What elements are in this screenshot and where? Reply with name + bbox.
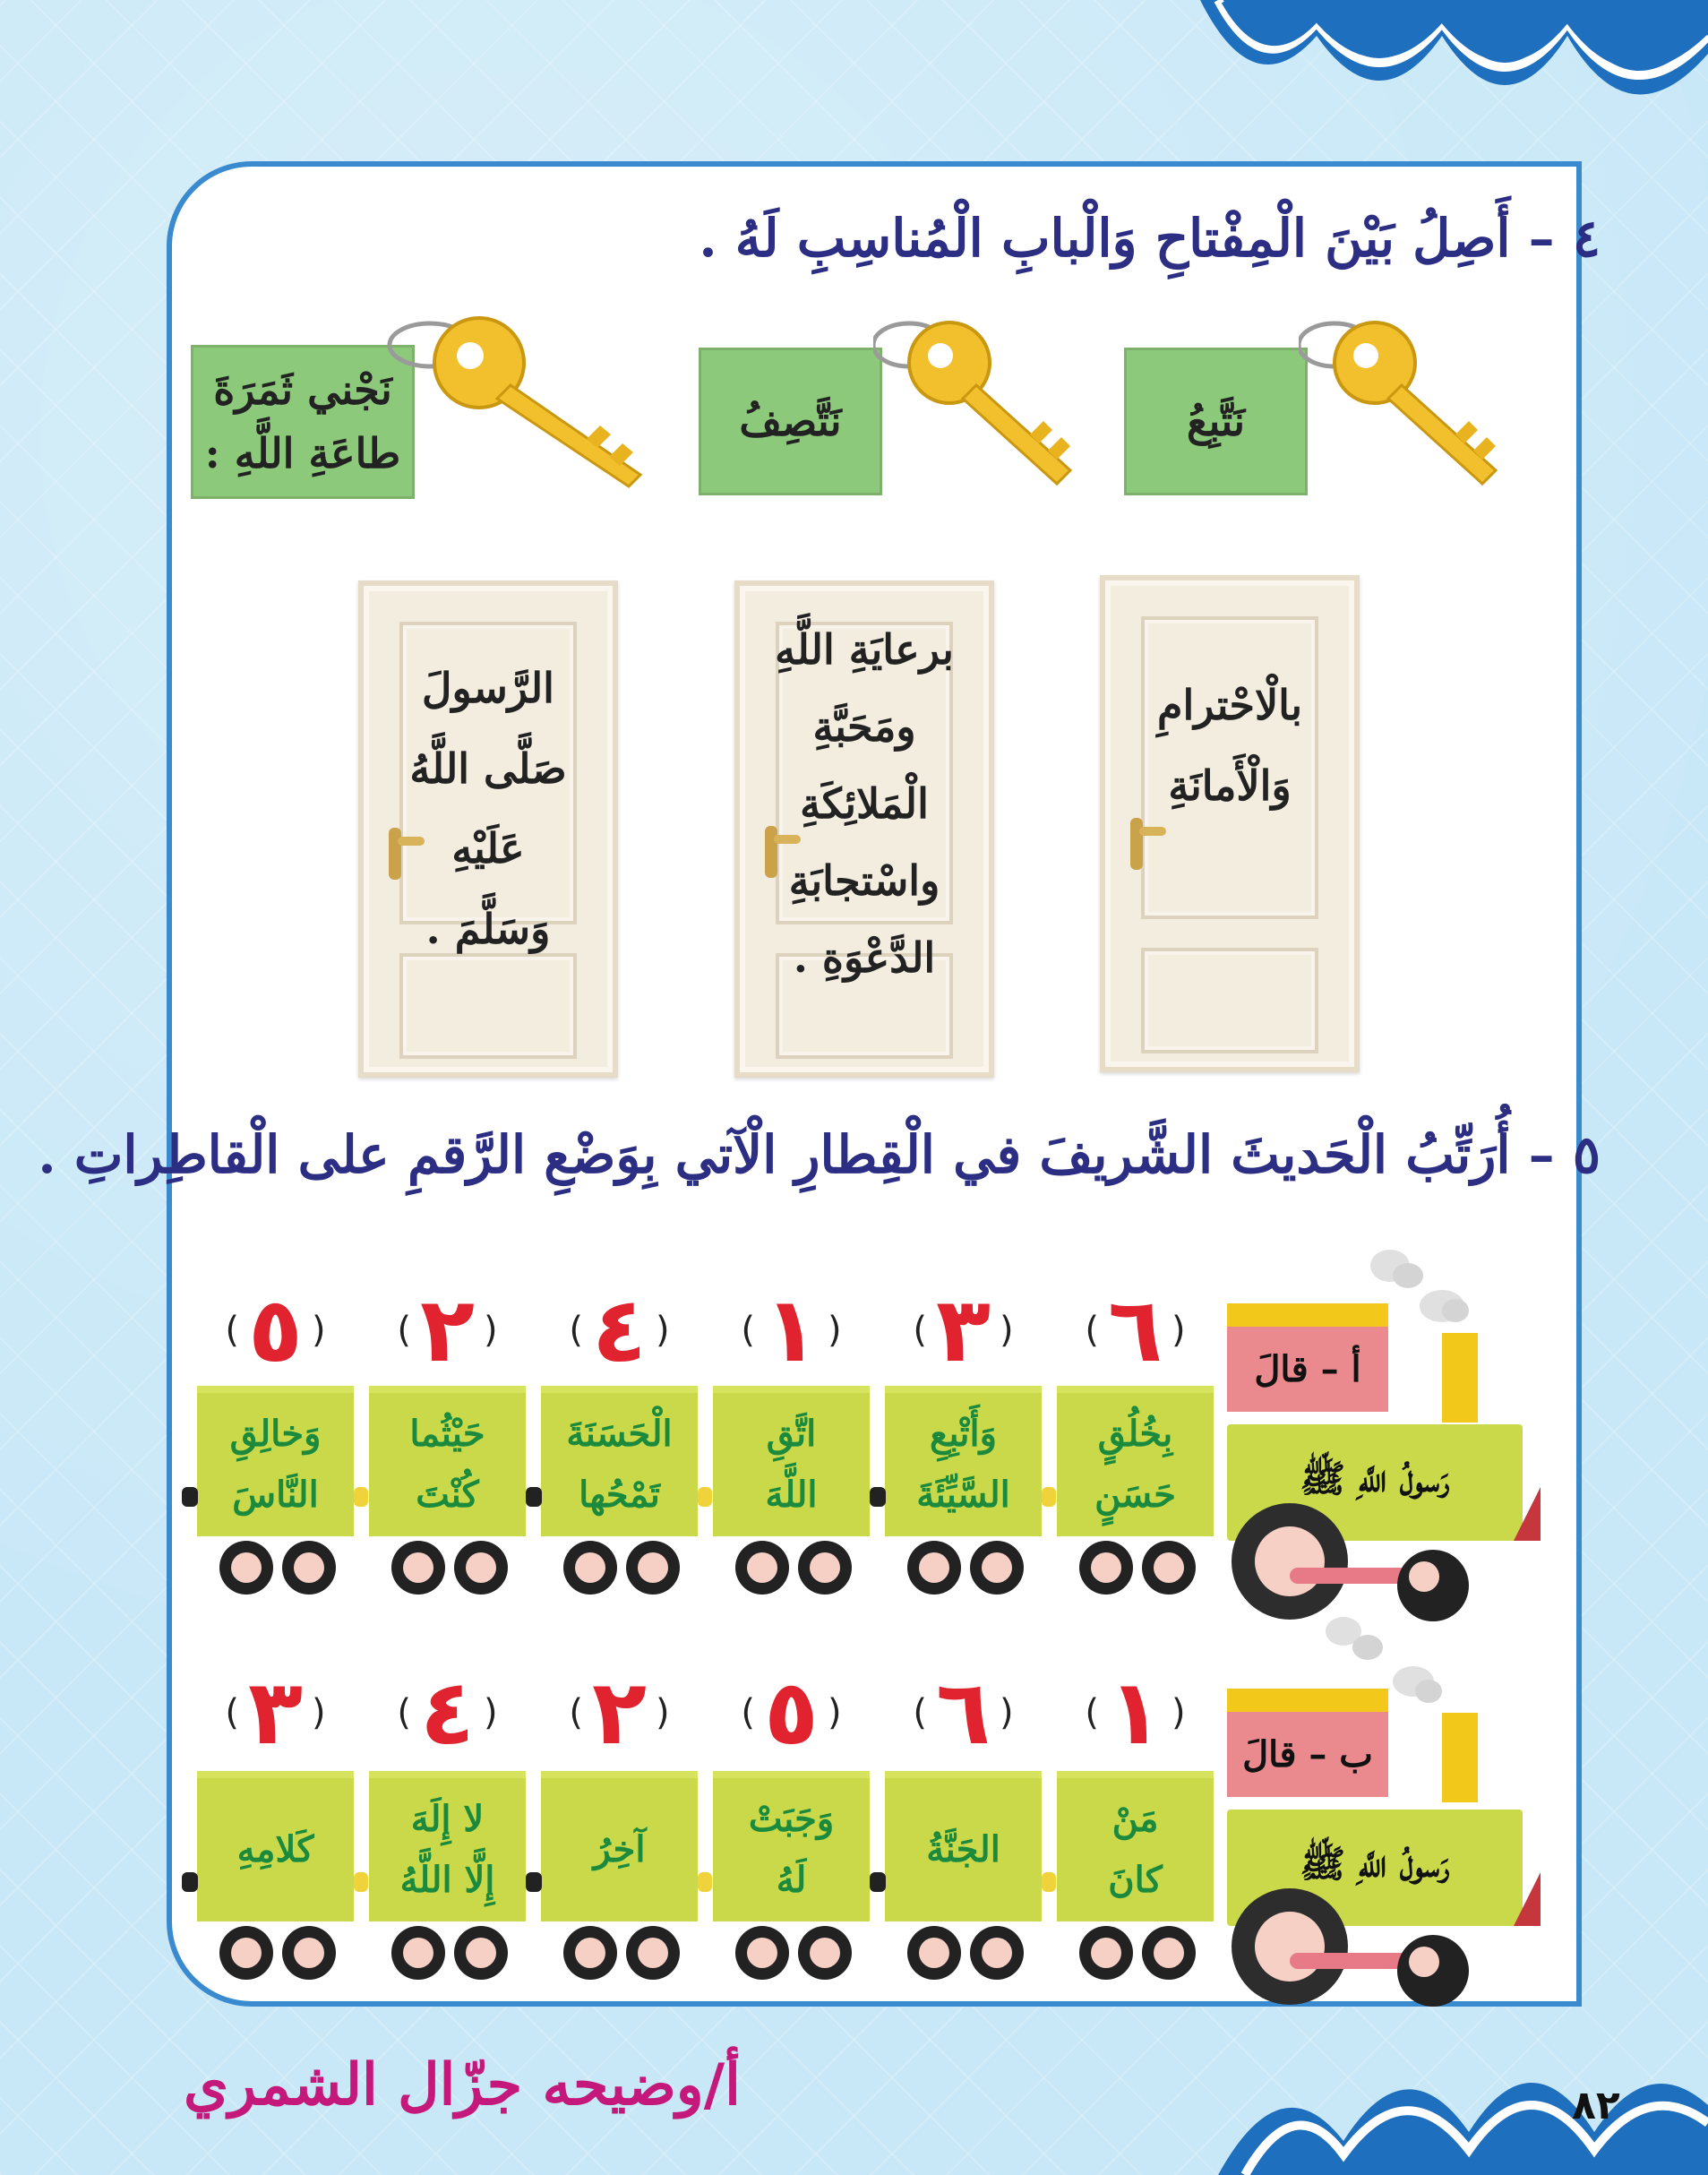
paren-close: ): [828, 1310, 842, 1351]
paren-open: (: [913, 1692, 927, 1733]
wagon-wheel: [454, 1541, 508, 1595]
door-2-line-3: الْمَلائِكَةِ: [800, 779, 929, 829]
chimney: [1442, 1333, 1478, 1423]
page-number: ٨٢: [1572, 2083, 1620, 2128]
paren-open: (: [225, 1692, 239, 1733]
question-4-title: ٤ – أَصِلُ بَيْنَ الْمِفْتاحِ وَالْبابِ الْمُناسِبِ لَهُ .: [699, 208, 1601, 269]
wagon-line-2: النَّاسَ: [232, 1474, 319, 1516]
wagon-coupler: [182, 1487, 198, 1507]
door-3-line-2: صَلَّى اللَّهُ: [409, 744, 567, 793]
paren-open: (: [1085, 1692, 1099, 1733]
key-tag-3-line2: طاعَةِ اللَّهِ :: [204, 429, 401, 477]
wagon-wheel: [735, 1541, 789, 1595]
wagon-top: [197, 1386, 354, 1393]
train_b-answer-slot-3[interactable]: [713, 1660, 870, 1765]
wagon-wheel: [626, 1926, 680, 1980]
train_a-wagon-4: [541, 1393, 698, 1536]
wagon-line-2: السَّيِّئَةَ: [916, 1474, 1010, 1516]
train_b-answer-slot-2[interactable]: [885, 1660, 1042, 1765]
wagon-wheel: [907, 1541, 961, 1595]
answer-number: ٤: [419, 1660, 476, 1765]
door-2-text: [767, 611, 962, 996]
wagon-wheel: [907, 1926, 961, 1980]
locomotive-cab-b: ب – قالَ: [1227, 1712, 1388, 1797]
answer-number: ٦: [1107, 1277, 1163, 1382]
paren-open: (: [741, 1310, 755, 1351]
key-tag-1-label: نَتَّبِعُ: [1186, 396, 1246, 445]
paren-close: ): [1000, 1310, 1014, 1351]
cowcatcher: [1514, 1872, 1541, 1926]
paren-close: ): [1000, 1692, 1014, 1733]
train_b-wagon-6: [197, 1778, 354, 1921]
locomotive-rear-wheel: [1397, 1935, 1469, 2007]
train_b-wagon-1: [1057, 1778, 1214, 1921]
wagon-line-1: بِخُلُقٍ: [1097, 1413, 1173, 1455]
wagon-coupler: [526, 1487, 542, 1507]
wagon-wheel: [798, 1541, 852, 1595]
wagon-wheel: [1142, 1926, 1196, 1980]
chimney: [1442, 1713, 1478, 1802]
paren-open: (: [225, 1310, 239, 1351]
question-5-title: ٥ – أُرَتِّبُ الْحَديثَ الشَّريفَ في الْقِطارِ الْآتي بِوَضْعِ الرَّقمِ على الْقاطِراتِ .: [38, 1124, 1601, 1185]
wagon-line-2: حَسَنٍ: [1094, 1474, 1176, 1516]
answer-number: ٥: [247, 1277, 304, 1382]
wagon-line-2: اللَّهَ: [765, 1474, 818, 1516]
wagon-wheel: [282, 1926, 336, 1980]
wagon-line-1: وَخالِقِ: [229, 1413, 322, 1455]
wagon-wheel: [454, 1926, 508, 1980]
answer-number: ٣: [247, 1660, 304, 1765]
wagon-line-1: آخِرُ: [593, 1828, 646, 1870]
wagon-top: [713, 1386, 870, 1393]
smoke-cloud: [1442, 1299, 1469, 1322]
wagon-coupler: [698, 1487, 712, 1507]
wagon-coupler: [698, 1872, 712, 1892]
wagon-wheel: [626, 1541, 680, 1595]
wagon-coupler: [1042, 1487, 1056, 1507]
wagon-top: [369, 1386, 526, 1393]
door-1-panel-bottom: [1141, 948, 1318, 1053]
wagon-top: [1057, 1771, 1214, 1778]
wagon-line-2: لَهُ: [776, 1859, 807, 1901]
locomotive-body-b: رَسولُ اللَّهِ ﷺ: [1227, 1810, 1523, 1926]
locomotive-wheel: [1232, 1888, 1348, 2005]
paren-close: ): [656, 1692, 670, 1733]
train_a-wagon-1: [1057, 1393, 1214, 1536]
train_b-wagon-2: [885, 1778, 1042, 1921]
wagon-wheel: [219, 1541, 273, 1595]
door-1-line-1: بالْاحْترامِ: [1156, 681, 1302, 729]
wagon-top: [541, 1771, 698, 1778]
train_b-wagon-5: [369, 1778, 526, 1921]
paren-open: (: [397, 1310, 411, 1351]
answer-number: ٥: [763, 1660, 820, 1765]
paren-open: (: [569, 1692, 583, 1733]
wagon-top: [713, 1771, 870, 1778]
paren-close: ): [1172, 1692, 1186, 1733]
wagon-line-1: اتَّقِ: [766, 1413, 817, 1455]
wagon-wheel: [1142, 1541, 1196, 1595]
wagon-line-1: الجَنَّةُ: [926, 1828, 1000, 1870]
wagon-wheel: [970, 1541, 1024, 1595]
door-1[interactable]: [1100, 575, 1360, 1072]
door-1-line-2: وَالْأَمانَةِ: [1168, 761, 1292, 810]
wagon-coupler: [870, 1487, 886, 1507]
wagon-wheel: [219, 1926, 273, 1980]
ornament-bottom-right: [1218, 2025, 1708, 2175]
key-tag-2-label: نَتَّصِفُ: [739, 396, 842, 445]
wagon-wheel: [282, 1541, 336, 1595]
wagon-wheel: [391, 1541, 445, 1595]
wagon-line-2: تَمْحُها: [579, 1474, 660, 1516]
paren-open: (: [569, 1310, 583, 1351]
door-3-text: [391, 649, 586, 970]
wagon-wheel: [563, 1926, 617, 1980]
door-2-line-4: واسْتجابَةِ: [788, 856, 940, 906]
paren-close: ): [312, 1692, 326, 1733]
paren-close: ): [1172, 1310, 1186, 1351]
answer-number: ٢: [591, 1660, 648, 1765]
locomotive-cab-a: أ – قالَ: [1227, 1327, 1388, 1412]
wagon-line-2: إِلَّا اللَّهُ: [399, 1859, 495, 1901]
ornament-top-right: [1200, 0, 1708, 161]
door-3-line-4: وَسَلَّمَ .: [425, 905, 551, 954]
wagon-top: [885, 1386, 1042, 1393]
door-3-line-3: عَلَيْهِ: [451, 824, 525, 873]
wagon-line-1: الْحَسَنَةَ: [566, 1413, 673, 1455]
train_a-answer-slot-3[interactable]: [713, 1277, 870, 1382]
wagon-top: [885, 1771, 1042, 1778]
wagon-coupler: [526, 1872, 542, 1892]
answer-number: ٣: [935, 1277, 991, 1382]
wagon-top: [541, 1386, 698, 1393]
paren-close: ): [312, 1310, 326, 1351]
locomotive-rear-wheel: [1397, 1550, 1469, 1621]
train_b-answer-slot-1[interactable]: [1057, 1660, 1214, 1765]
wagon-wheel: [1079, 1926, 1133, 1980]
door-2[interactable]: [734, 580, 994, 1078]
wagon-top: [197, 1771, 354, 1778]
door-3-line-1: الرَّسولَ: [422, 664, 554, 712]
door-2-line-5: الدَّعْوَةِ .: [793, 933, 936, 983]
key-tag-3[interactable]: [191, 345, 415, 499]
paren-open: (: [913, 1310, 927, 1351]
wagon-top: [369, 1771, 526, 1778]
wagon-coupler: [870, 1872, 886, 1892]
wagon-wheel: [798, 1926, 852, 1980]
wagon-line-1: حَيْثُما: [409, 1413, 485, 1455]
train_b-answer-slot-4[interactable]: [541, 1660, 698, 1765]
smoke-cloud: [1393, 1263, 1423, 1288]
train_a-answer-slot-4[interactable]: [541, 1277, 698, 1382]
wagon-line-1: مَنْ: [1111, 1798, 1159, 1840]
door-1-text: [1132, 666, 1327, 826]
answer-number: ١: [763, 1277, 820, 1382]
train_a-wagon-3: [713, 1393, 870, 1536]
wagon-line-1: وَجَبَتْ: [748, 1798, 835, 1840]
wagon-line-1: كَلامِهِ: [236, 1828, 314, 1870]
smoke-cloud: [1352, 1635, 1383, 1660]
cowcatcher: [1514, 1487, 1541, 1541]
locomotive-roof: [1227, 1303, 1388, 1327]
locomotive-wheel: [1232, 1503, 1348, 1620]
answer-number: ٢: [419, 1277, 476, 1382]
wagon-coupler: [182, 1872, 198, 1892]
answer-number: ٤: [591, 1277, 648, 1382]
key-icon-3: [385, 309, 654, 488]
wagon-wheel: [1079, 1541, 1133, 1595]
author-name: أ/وضيحه جزّال الشمري: [184, 2051, 741, 2119]
paren-open: (: [1085, 1310, 1099, 1351]
wagon-wheel: [563, 1541, 617, 1595]
train_a-answer-slot-2[interactable]: [885, 1277, 1042, 1382]
locomotive-body-a: رَسولُ اللَّهِ ﷺ: [1227, 1424, 1523, 1541]
wagon-coupler: [354, 1872, 368, 1892]
paren-close: ): [484, 1310, 498, 1351]
paren-close: ): [484, 1692, 498, 1733]
train_b-answer-slot-6[interactable]: [197, 1660, 354, 1765]
answer-number: ٦: [935, 1660, 991, 1765]
train_b-wagon-4: [541, 1778, 698, 1921]
train_b-answer-slot-5[interactable]: [369, 1660, 526, 1765]
paren-open: (: [741, 1692, 755, 1733]
wagon-line-1: وَأَتْبِعِ: [930, 1413, 997, 1455]
train_b-wagon-3: [713, 1778, 870, 1921]
key-icon-1: [1299, 309, 1514, 488]
key-tag-2[interactable]: [699, 348, 882, 495]
paren-open: (: [397, 1692, 411, 1733]
paren-close: ): [828, 1692, 842, 1733]
wagon-coupler: [1042, 1872, 1056, 1892]
wagon-wheel: [735, 1926, 789, 1980]
door-2-line-1: برعايَةِ اللَّهِ: [775, 625, 954, 674]
locomotive-roof: [1227, 1689, 1388, 1712]
answer-number: ١: [1107, 1660, 1163, 1765]
smoke-cloud: [1415, 1680, 1442, 1703]
train_a-wagon-2: [885, 1393, 1042, 1536]
train_a-wagon-5: [369, 1393, 526, 1536]
train_a-answer-slot-6[interactable]: [197, 1277, 354, 1382]
door-2-line-2: ومَحَبَّةِ: [812, 702, 916, 752]
wagon-top: [1057, 1386, 1214, 1393]
wagon-line-2: كُنْتَ: [416, 1474, 479, 1516]
wagon-wheel: [391, 1926, 445, 1980]
wagon-coupler: [354, 1487, 368, 1507]
wagon-line-2: كانَ: [1108, 1859, 1163, 1901]
key-tag-3-line1: نَجْني ثَمَرَةَ: [213, 365, 392, 414]
train_a-wagon-6: [197, 1393, 354, 1536]
train_a-answer-slot-5[interactable]: [369, 1277, 526, 1382]
paren-close: ): [656, 1310, 670, 1351]
key-icon-2: [873, 309, 1088, 488]
wagon-line-1: لا إِلَهَ: [410, 1798, 485, 1840]
train_a-answer-slot-1[interactable]: [1057, 1277, 1214, 1382]
key-tag-1[interactable]: [1124, 348, 1308, 495]
door-3[interactable]: [358, 580, 618, 1078]
wagon-wheel: [970, 1926, 1024, 1980]
